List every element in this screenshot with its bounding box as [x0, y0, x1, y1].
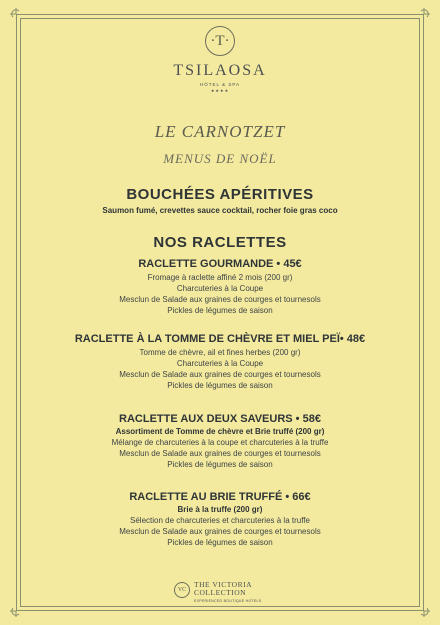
dish-line: Mesclun de Salade aux graines de courges et tournesols	[119, 370, 321, 379]
dish-line: Charcuteries à la Coupe	[176, 284, 264, 293]
brand-stars: ★★★★	[210, 88, 230, 93]
victoria-collection-logo-icon: VC	[174, 582, 190, 598]
dish-line: Charcuteries à la Coupe	[176, 359, 264, 368]
footer-brand-line1: THE VICTORIA	[194, 580, 253, 589]
corner-ornament-icon	[416, 603, 430, 617]
footer-brand-line2: COLLECTION	[194, 588, 247, 597]
dish-line: Sélection de charcuteries et charcuteries à la truffe	[130, 516, 310, 525]
dish-line: Mesclun de Salade aux graines de courges et tournesols	[119, 527, 321, 536]
dish-line: Pickles de légumes de saison	[167, 538, 273, 547]
dish-heading: RACLETTE À LA TOMME DE CHÈVRE ET MIEL PEÏ• 48€	[74, 333, 366, 345]
corner-ornament-icon	[10, 603, 24, 617]
section-title-raclettes: NOS RACLETTES	[153, 234, 287, 251]
brand-subtitle: HÔTEL & SPA	[199, 82, 240, 87]
menu-title: LE CARNOTZET	[154, 122, 286, 141]
dish-line: Pickles de légumes de saison	[167, 381, 273, 390]
dish-line: Pickles de légumes de saison	[167, 306, 273, 315]
dish-main-ingredient: Brie à la truffe (200 gr)	[177, 505, 263, 514]
footer-tagline: EXPERIENCED BOUTIQUE HOTELS	[194, 599, 262, 603]
dish-heading: RACLETTE AU BRIE TRUFFÉ • 66€	[129, 491, 311, 503]
dish-line: Pickles de légumes de saison	[167, 460, 273, 469]
menu-subtitle: MENUS DE NOËL	[163, 151, 277, 166]
dish-line: Mesclun de Salade aux graines de courges et tournesols	[119, 449, 321, 458]
section-title-bouchees: BOUCHÉES APÉRITIVES	[126, 186, 314, 203]
hotel-logo-icon: ·T·	[205, 26, 235, 56]
bouchees-description: Saumon fumé, crevettes sauce cocktail, rocher foie gras coco	[102, 206, 338, 215]
corner-ornament-icon	[10, 8, 24, 22]
dish-main-ingredient: Assortiment de Tomme de chèvre et Brie truffé (200 gr)	[115, 427, 325, 436]
dish-heading: RACLETTE AUX DEUX SAVEURS • 58€	[119, 413, 321, 425]
dish-line: Fromage à raclette affiné 2 mois (200 gr)	[147, 273, 293, 282]
dish-line: Mesclun de Salade aux graines de courges et tournesols	[119, 295, 321, 304]
dish-line: Tomme de chèvre, ail et fines herbes (200 gr)	[139, 348, 301, 357]
footer-brand	[194, 581, 274, 597]
corner-ornament-icon	[416, 8, 430, 22]
brand-name: TSILAOSA	[173, 62, 267, 79]
dish-line: Mélange de charcuteries à la coupe et charcuteries à la truffe	[111, 438, 329, 447]
dish-heading: RACLETTE GOURMANDE • 45€	[138, 258, 302, 270]
